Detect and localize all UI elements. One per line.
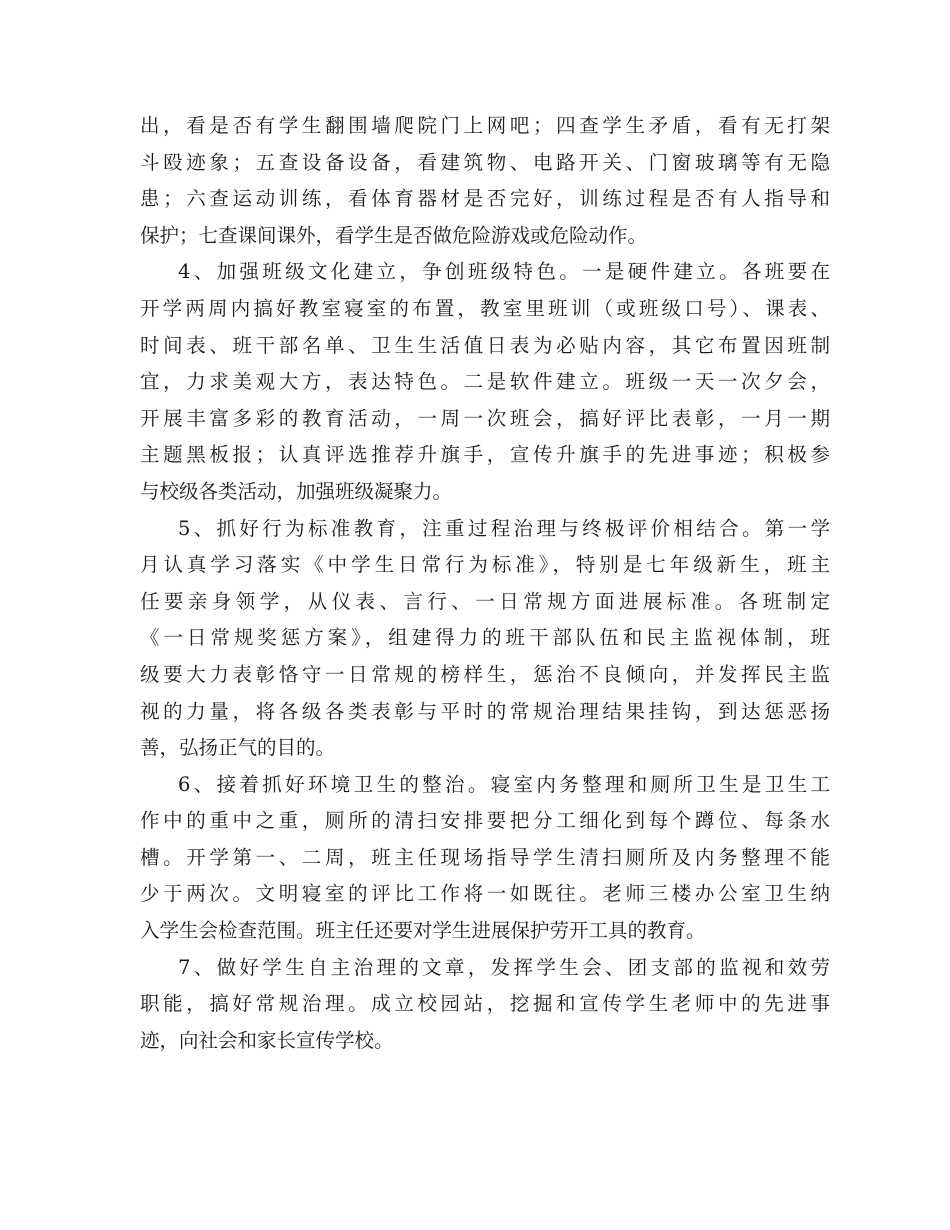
paragraph-self-governance xyxy=(140,950,830,1060)
text-line: 槽。开学第一、二周，班主任现场指导学生清扫厕所及内务整理不能 xyxy=(140,845,830,869)
text-line: 职能，搞好常规治理。成立校园站，挖掘和宣传学生老师中的先进事 xyxy=(140,992,830,1016)
text-line: 患；六查运动训练，看体育器材是否完好，训练过程是否有人指导和 xyxy=(140,187,830,211)
text-line: 作中的重中之重，厕所的清扫安排要把分工细化到每个蹲位、每条水 xyxy=(140,809,830,833)
text-line: 6、接着抓好环境卫生的整治。寝室内务整理和厕所卫生是卫生工 xyxy=(178,772,830,796)
paragraph-safety-checks xyxy=(140,108,830,254)
text-line: 4、加强班级文化建立，争创班级特色。一是硬件建立。各班要在 xyxy=(178,260,830,284)
text-line: 出，看是否有学生翻围墙爬院门上网吧；四查学生矛盾，看有无打架 xyxy=(140,114,830,137)
text-line: 《一日常规奖惩方案》，组建得力的班干部队伍和民主监视体制，班 xyxy=(140,626,830,650)
text-line: 善，弘扬正气的目的。 xyxy=(140,736,336,760)
text-line: 入学生会检查范围。班主任还要对学生进展保护劳开工具的教育。 xyxy=(140,919,706,943)
text-line: 斗殴迹象；五查设备设备，看建筑物、电路开关、门窗玻璃等有无隐 xyxy=(140,150,830,174)
text-line: 级要大力表彰恪守一日常规的榜样生，惩治不良倾向，并发挥民主监 xyxy=(140,662,830,686)
text-line: 视的力量，将各级各类表彰与平时的常规治理结果挂钩，到达惩恶扬 xyxy=(140,699,830,723)
text-line: 与校级各类活动，加强班级凝聚力。 xyxy=(140,479,453,503)
text-line: 主题黑板报；认真评选推荐升旗手，宣传升旗手的先进事迹；积极参 xyxy=(140,443,830,467)
text-line: 开展丰富多彩的教育活动，一周一次班会，搞好评比表彰，一月一期 xyxy=(140,406,830,430)
text-line: 任要亲身领学，从仪表、言行、一日常规方面进展标准。各班制定 xyxy=(140,589,830,613)
text-line: 少于两次。文明寝室的评比工作将一如既往。老师三楼办公室卫生纳 xyxy=(140,882,830,906)
text-line: 5、抓好行为标准教育，注重过程治理与终极评价相结合。第一学 xyxy=(178,516,830,540)
text-line: 时间表、班干部名单、卫生生活值日表为必贴内容，其它布置因班制 xyxy=(140,333,830,357)
document-body xyxy=(140,108,830,1059)
text-line: 7、做好学生自主治理的文章，发挥学生会、团支部的监视和效劳 xyxy=(178,955,830,979)
text-line: 开学两周内搞好教室寝室的布置，教室里班训（或班级口号）、课表、 xyxy=(140,296,830,320)
text-line: 保护；七查课间课外，看学生是否做危险游戏或危险动作。 xyxy=(140,223,648,247)
paragraph-class-culture xyxy=(140,254,830,510)
text-line: 迹，向社会和家长宣传学校。 xyxy=(140,1028,394,1052)
text-line: 月认真学习落实《中学生日常行为标准》，特别是七年级新生，班主 xyxy=(140,553,830,577)
paragraph-behavior-standards xyxy=(140,511,830,767)
paragraph-hygiene xyxy=(140,767,830,950)
text-line: 宜，力求美观大方，表达特色。二是软件建立。班级一天一次夕会， xyxy=(140,370,830,394)
